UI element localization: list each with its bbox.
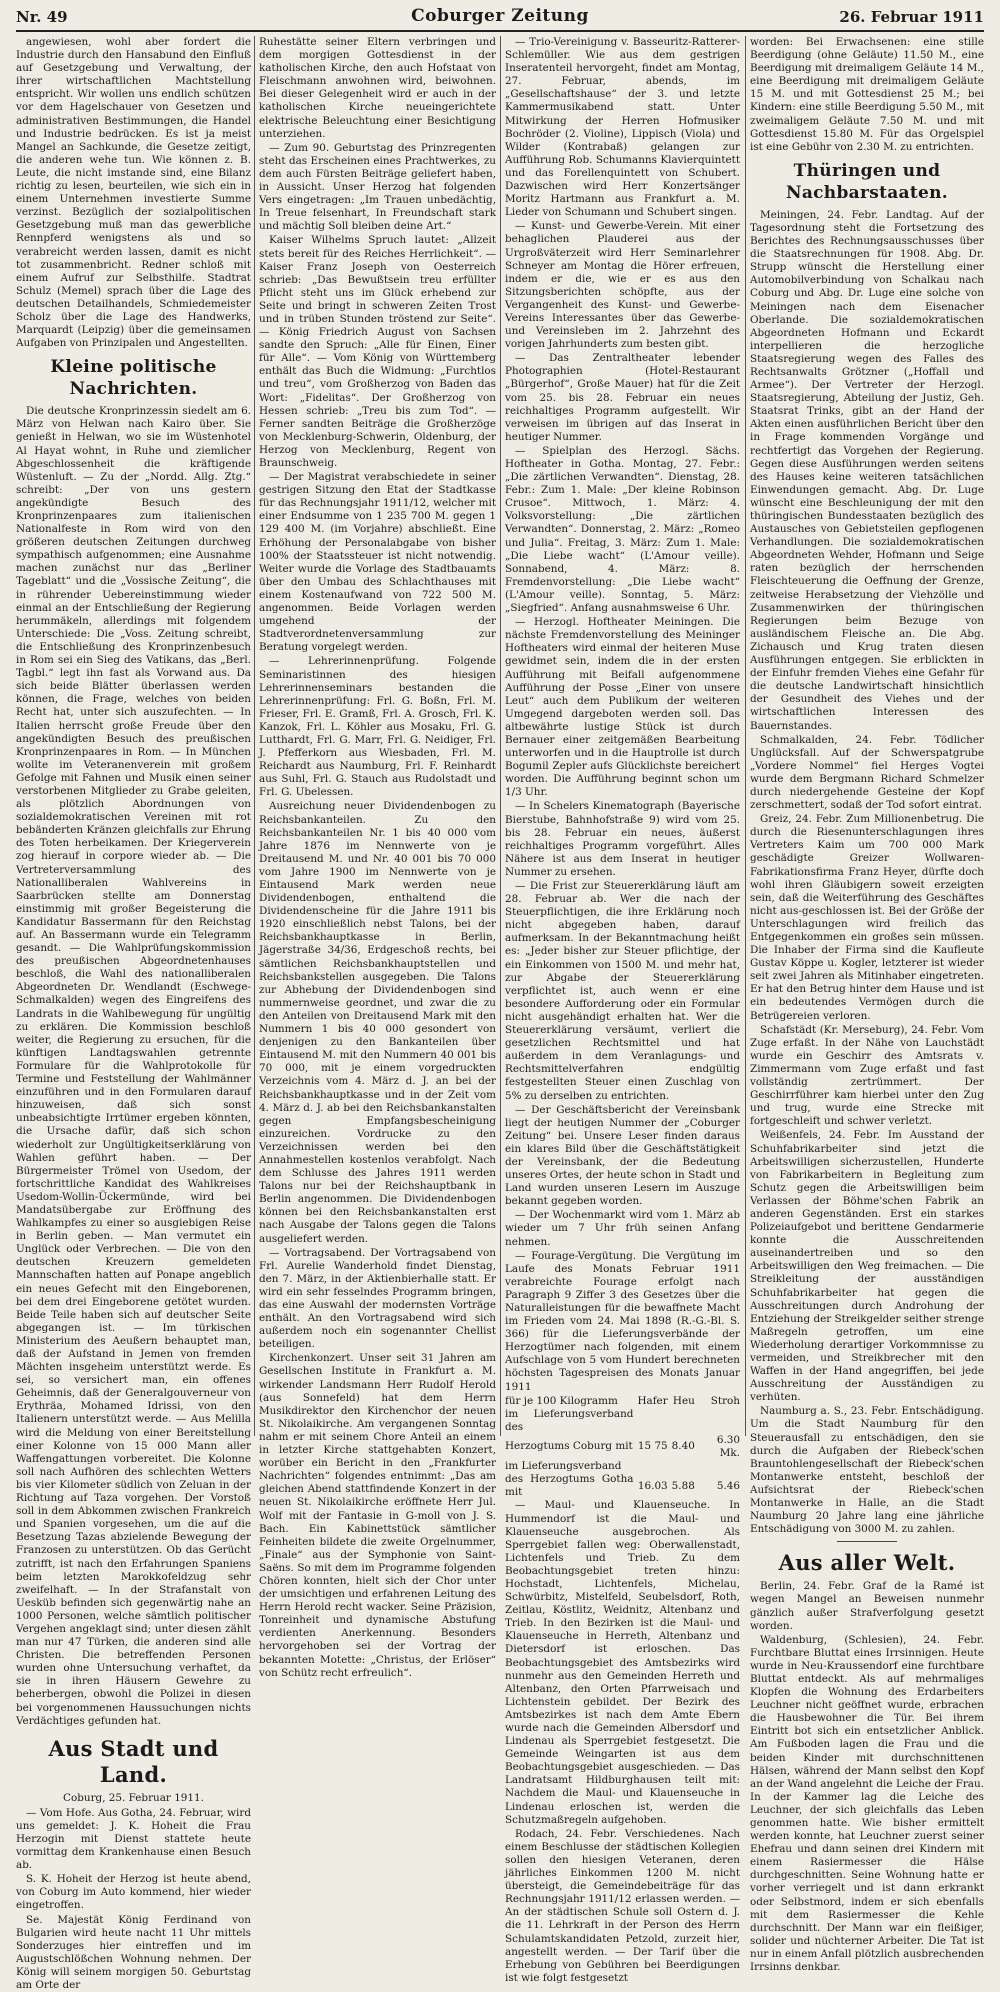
column-4 bbox=[750, 36, 984, 1974]
table-cell bbox=[695, 1460, 740, 1473]
newspaper-title: Coburger Zeitung bbox=[411, 6, 589, 26]
table-cell: 8.40 bbox=[671, 1440, 695, 1453]
table-cell: 5.46 bbox=[716, 1479, 740, 1492]
table-cell: 16.03 bbox=[637, 1479, 668, 1492]
column-divider bbox=[254, 36, 255, 1436]
article-paragraph: — Fourage-Vergütung. Die Vergütung im Laufe des Monats Februar 1911 verabreichte Fourage erfolgt nach Paragraph 9 Ziffer 3 des Gesetzes über die Naturalleistungen für die bewaffnete Macht im Frieden vom 24. Mai 1898 (R.-G.-Bl. S. 366) für die Lieferungsverbände der Herzogtümer nach folgenden, mit einem Aufschlage von 5 vom Hundert berechneten höchsten Tagespreisen des Monats Januar 1911 bbox=[505, 1249, 740, 1393]
column-divider bbox=[745, 36, 746, 1436]
article-paragraph: Rodach, 24. Febr. Verschiedenes. Nach einem Beschlusse der städtischen Kollegien sollen den hiesigen Veteranen, deren jährliches Einkommen 1200 M. nicht übersteigt, die Gemeindebeiträge für das Rechnungsjahr 1911/12 erlassen werden. — An der städtischen Schule soll Ostern d. J. die 11. Lehrkraft in der Person des Herrn Schulamtskandidaten Petzold, zurzeit hier, angestellt werden. — Der Tarif über die Erhebung von Gebühren bei Beerdigungen ist wie folgt festgesetzt bbox=[505, 1827, 740, 1984]
article-paragraph: — Vom Hofe. Aus Gotha, 24. Februar, wird uns gemeldet: J. K. Hoheit die Frau Herzogin mit Dienst stattete heute vormittag dem Krankenhause einen Besuch ab. bbox=[16, 1806, 251, 1872]
article-paragraph: Ausreichung neuer Dividendenbogen zu Reichsbankanteilen. Zu den Reichsbankanteilen Nr. 1 bis 40 000 vom Jahre 1876 im Nennwerte von je Dreitausend M. und Nr. 40 001 bis 70 000 vom Jahre 1900 im Nennwerte von je Eintausend Mark werden neue Dividendenbogen, enthaltend die Dividendenscheine für die Jahre 1911 bis 1920 einschließlich nebst Talons, bei der Reichsbankhauptkasse in Berlin, Jägerstraße 34/36, Erdgeschoß rechts, bei sämtlichen Reichsbankhauptstellen und Reichsbankstellen ausgegeben. Die Talons zur Abhebung der Dividendenbogen sind nummernweise geordnet, und zwar die zu den Anteilen von Dreitausend Mark mit den Nummern 1 bis 40 000 gesondert von denjenigen zu den Bankanteilen über Eintausend M. mit den Nummern 40 001 bis 70 000, mit je einem vorgedruckten Verzeichnis vom 4. März d. J. an bei der Reichsbankhauptkasse und in der Zeit vom 4. März d. J. ab bei den Reichsbankanstalten gegen Empfangsbescheinigung einzureichen. Vordrucke zu den Verzeichnissen werden bei den Annahmestellen kostenlos verabfolgt. Nach dem Schlusse des Jahres 1911 werden Talons nur bei der Reichshauptbank in Berlin angenommen. Die Dividendenbogen können bei den Reichsbankanstalten erst nach Ausgabe der Talons gegen die Talons ausgeliefert werden. bbox=[259, 800, 496, 1245]
article-paragraph: — Der Magistrat verabschiedete in seiner gestrigen Sitzung den Etat der Stadtkasse für das Rechnungsjahr 1911/12, welcher mit einer Endsumme von 1 235 700 M. gegen 1 129 400 M. (im Vorjahre) abschließt. Eine Erhöhung der Personalabgabe von bisher 100% der Staatssteuer ist nicht notwendig. Weiter wurde die Vorlage des Stadtbauamts über den Umbau des Schlachthauses mit einem Kostenaufwand von 722 500 M. angenommen. Beide Vorlagen werden umgehend der Stadtverordnetenversammlung zur Beratung vorgelegt werden. bbox=[259, 471, 496, 654]
section-heading: Thüringen und Nachbarstaaten. bbox=[785, 160, 949, 203]
issue-date: 26. Februar 1911 bbox=[839, 8, 984, 26]
article-paragraph: — Kunst- und Gewerbe-Verein. Mit einer behaglichen Plauderei aus der Urgroßväterzeit wird Herr Seminarlehrer Schneyer am Montag die Hörer erfreuen, indem er die, wie er es aus den Sitzungsberichten schöpfte, aus der Vergangenheit des Kunst- und Gewerbe-Vereins Interessantes über das Gewerbe- und Vereinsleben im 2. Jahrzehnt des vorigen Jahrhunderts zum besten gibt. bbox=[505, 220, 740, 351]
table-cell: 6.30 Mk. bbox=[716, 1433, 740, 1460]
article-paragraph: — Maul- und Klauenseuche. In Hummendorf ist die Maul- und Klauenseuche ausgebrochen. Als Sperrgebiet fallen weg: Oberwallenstadt, Lichtenfels und Trieb. Zu dem Beobachtungsgebiet treten hinzu: Hochstadt, Lichtenfels, Michelau, Schwürbitz, Mistelfeld, Seubelsdorf, Roth, Zeitlau, Köstlitz, Weidnitz, Altenbanz und Trieb. In den Bezirken ist die Maul- und Klauenseuche in Herreth, Altenbanz und Dietersdorf ist erloschen. Das Beobachtungsgebiet des Amtsbezirks wird nunmehr aus den Gemeinden Herreth und Altenbanz, den Orten Pfarrweisach und Lichtenstein gebildet. Der Bezirk des Amtsbezirkes ist nach dem Amte Ebern wurde nach die Gemeinden Albersdorf und Lindenau als Sperrgebiet festgesetzt. Die Gemeinde Weingarten ist aus dem Beobachtungsgebiet ausgeschieden. — Das Landratsamt Hildburghausen teilt mit: Nachdem die Maul- und Klauenseuche in Lindenau erloschen ist, werden die Schutzmaßregeln aufgehoben. bbox=[505, 1499, 740, 1826]
article-paragraph: Greiz, 24. Febr. Zum Millionenbetrug. Die durch die Riesenunterschlagungen ihres Vertreters Kaim um 700 000 Mark geschädigte Greizer Wollwaren-Fabrikationsfirma Franz Heyer, dürfte doch wohl ihren Gläubigern soweit erzeigten sein, daß die Weiterführung des Geschäftes nicht aus-geschlossen ist. Bei der Größe der Unterschlagungen wird freilich das Entgegenkommen ein großes sein müssen. Die Inhaber der Firma sind die Kaufleute Gustav Köppe u. Kogler, letzterer ist wieder seit zwei Jahren als Mitinhaber eingetreten. Er hat den Betrug hinter dem Hause und ist ein bedeutendes Vermögen durch die Betrügereien verloren. bbox=[750, 813, 984, 1022]
dateline: Coburg, 25. Februar 1911. bbox=[63, 1791, 204, 1804]
article-paragraph: Schafstädt (Kr. Merseburg), 24. Febr. Vom Zuge erfaßt. In der Nähe von Lauchstädt wurde ein Geschirr des Amtsrats v. Zimmermann vom Zuge erfaßt und fast vollständig zertrümmert. Der Geschirrführer kam hierbei unter den Zug und trug, wurde eine Strecke mit fortgeschleift und schwer verletzt. bbox=[750, 1023, 984, 1128]
article-paragraph: — Lehrerinnenprüfung. Folgende Seminaristinnen des hiesigen Lehrerinnenseminars bestanden die Lehrerinnenprüfung: Frl. G. Boßn, Frl. M. Frieser, Frl. E. Gramß, Frl. A. Grosch, Frl. K. Kanzok, Frl. L. Köhler aus Mosaku, Frl. G. Lutthardt, Frl. G. Marr, Frl. G. Neidiger, Frl. J. Pfefferkorn aus Wiesbaden, Frl. M. Reichardt aus Naumburg, Frl. F. Reinhardt aus Suhl, Frl. G. Stauch aus Rudolstadt und Frl. G. Ubelessen. bbox=[259, 655, 496, 799]
article-paragraph: — Spielplan des Herzogl. Sächs. Hoftheater in Gotha. Montag, 27. Febr.: „Die zärtlichen Verwandten“. Dienstag, 28. Febr.: Zum 1. Male: „Der kleine Robinson Crusoe“. Mittwoch, 1. März: 4. Volksvorstellung: „Die zärtlichen Verwandten“. Donnerstag, 2. März: „Romeo und Julia“. Freitag, 3. März: Zum 1. Male: „Die Liebe wacht“ (L'Amour veille). Sonnabend, 4. März: 8. Fremdenvorstellung: „Die Liebe wacht“ (L'Amour veille). Sonntag, 5. März: „Siegfried“. Anfang ausnahmsweise 6 Uhr. bbox=[505, 444, 740, 615]
article-paragraph: Die deutsche Kronprinzessin siedelt am 6. März von Helwan nach Kairo über. Sie genießt in Helwan, wo sie im Wüstenhotel Al Hayat wohnt, in Ruhe und ziemlicher Abgeschlossenheit die kräftigende Wüstenluft. — Zu der „Nordd. Allg. Ztg.“ schreibt: „Der von uns gestern angekündigte Besuch des Kronprinzenpaares zum italienischen Nationalfeste in Rom wird von den größeren deutschen Zeitungen durchweg sympathisch aufgenommen; eine Ausnahme machen zunächst nur das „Berliner Tageblatt“ und die „Vossische Zeitung“, die in rührender Uebereinstimmung wieder einmal an der Entschließung der Regierung herummäkeln, allerdings mit folgendem Unterschiede: Die „Voss. Zeitung schreibt, die Entschließung des Kronprinzenbesuch in Rom sei ein Sieg des Vatikans, das „Berl. Tagbl.“ legt ihn fast als Vorwand aus. Da sich beide Blätter überlassen werden können, die Frage, welches von beiden Recht hat, unter sich auszufechten. — In Italien herrscht große Freude über den angekündigten Besuch des preußischen Kronprinzenpaares in Rom. — In München wollte im Veteranenverein mit großem Gefolge mit Fahnen und Musik einen seiner verstorbenen Mitglieder zu Grabe geleiten, als plötzlich Abordnungen von sozialdemokratischen Vereinen mit rot bebänderten Kränzen gleichfalls zur Ehrung des Toten herbeikamen. Der Kriegerverein zog hierauf in corpore wieder ab. — Die Vertreterversammlung des Nationalliberalen Wahlvereins in Saarbrücken stellte am Donnerstag einstimmig mit großer Begeisterung die Kandidatur Bassermann für den Reichstag auf. An Bassermann wurde ein Telegramm gesandt. — Die Wahlprüfungskommission des preußischen Abgeordnetenhauses beschloß, die Wahl des nationalliberalen Abgeordneten Dr. Wendlandt (Eschwege-Schmalkalden) wegen des Eingreifens des Landrats in die Wahlbewegung für ungültig zu erklären. Die Kommission beschloß weiter, die Regierung zu ersuchen, für die künftigen Landtagswahlen getrennte Formulare für die Wahlprotokolle für Termine und Feststellung der Wahlmänner einzuführen und in den Formularen darauf hinzuweisen, daß sich sonst unbeabsichtigte Irrtümer ergeben könnten, die Ursache dafür, daß sich schon wiederholt zur Ungültigkeitserklärung von Wahlen geführt haben. — Der Bürgermeister Trömel von Usedom, der fortschrittliche Kandidat des Wahlkreises Usedom-Wollin-Ückermünde, wird bei Mandatsübergabe zur Eröffnung des Wahlkampfes zu einer so ausgiebigen Reise in Berlin geben. — Man vermutet ein Unglück oder Verbrechen. — Die von den deutschen Kreuzern gemeldeten Mannschaften hatten auf Ponape angeblich ein neues Gefecht mit den Eingeborenen, bei dem drei Eingeborene getötet wurden. Beide Teile haben sich auf deutscher Seite abgegangen ist. — Im türkischen Ministerium des Aeußern behauptet man, daß der Aufstand in Jemen von fremden Mächten insgeheim unterstützt werde. Es sei, so versichert man, ein offenes Geheimnis, daß der Generalgouverneur von Erythräa, Mohamed Idrissi, von den Italienern unterstützt werde. — Aus Melilla wird die Meldung von einer Bereitstellung einer Kolonne von 15 000 Mann aller Waffengattungen vorbereitet. Die Kolonne soll nach Aufhören des schlechten Wetters bis vier Kilometer südlich von Zeluan in der Richtung auf Taza vorgehen. Der Vorstoß soll in dem Abkommen zwischen Frankreich und Spanien vorgesehen, um die auf die Besetzung Tazas abzielende Bewegung der Franzosen zu unterstützen. Ob das Gerücht zutrifft, ist nach den Erfahrungen Spaniens beim letzten Marokkofeldzug sehr zweifelhaft. — In der Strafanstalt von Uesküb befinden sich gegenwärtig nahe an 1000 Personen, welche sämtlich politischer Vergehen angeklagt sind; unter diesen zählt man nur 47 Türken, die anderen sind alle Christen. Die betreffenden Personen wurden ohne Untersuchung verhaftet, da sie in ihren Häusern Gewehre zu beherbergen, obwohl die Polizei in diesen bei vorgenommenen Haussuchungen nichts Verdächtiges gefunden hat. bbox=[16, 405, 251, 1727]
column-divider bbox=[500, 36, 501, 1436]
table-cell bbox=[668, 1460, 695, 1473]
article-paragraph: Kirchenkonzert. Unser seit 31 Jahren am Gesellschen Institute in Frankfurt a. M. wirkender Landsmann Herr Rudolf Herold (aus Sonnefeld) hat dem Herrn Musikdirektor den Kirchenchor der neuen St. Nikolaikirche. Am vergangenen Sonntag nahm er mit seinem Chore Anteil an einem in letzter Kirche stattgehabten Konzert, worüber ein Bericht in den „Frankfurter Nachrichten“ folgendes entnimmt: „Das am gleichen Abend stattfindende Konzert in der neuen St. Nikolaikirche eröffnete Herr Jul. Wolf mit der Fantasie in G-moll von J. S. Bach. Ein Kabinettstück sämtlicher Feinheiten bildete die zweite Orgelnummer, „Finale“ aus der Symphonie von Saint-Saëns. So mit dem im Programme folgenden Chören konnten, hielt sich der Chor unter der umsichtigen und erfahrenen Leitung des Herrn Herold recht wacker. Seine Präzision, Tonreinheit und dynamische Abstufung verdienten Anerkennung. Besonders hervorgehoben sei der Vortrag der bekannten Motette: „Christus, der Erlöser“ von Schütz recht erfreulich“. bbox=[259, 1352, 496, 1679]
table-header-cell: für je 100 Kilogramm bbox=[505, 1394, 618, 1407]
article-paragraph: — Herzogl. Hoftheater Meiningen. Die nächste Fremdenvorstellung des Meininger Hoftheaters wird einmal der heiteren Muse gewidmet sein, indem die in der ersten Aufführung mit Beifall aufgenommene Aufführung der Posse „Einer von unsere Leut“ auch dem Publikum der weiteren Umgegend dargeboten werden soll. Das altbewährte lustige Stück ist durch Bernauer einer zeitgemäßen Bearbeitung unterworfen und in die Hauptrolle ist durch Bogumil Zepler aufs Glücklichste bereichert worden. Die Aufführung beginnt schon um 1/3 Uhr. bbox=[505, 616, 740, 799]
article-paragraph: Se. Majestät König Ferdinand von Bulgarien wird heute nacht 11 Uhr mittels Sonderzuges hier eintreffen und im Augustschlößchen Wohnung nehmen. Der König will seinem morgigen 50. Geburtstag am Orte der bbox=[16, 1913, 251, 1992]
article-paragraph: — Der Wochenmarkt wird vom 1. März ab wieder um 7 Uhr früh seinen Anfang nehmen. bbox=[505, 1209, 740, 1248]
table-header-row bbox=[505, 1395, 740, 1408]
table-row bbox=[505, 1460, 740, 1473]
section-heading: Kleine politische Nachrichten. bbox=[50, 357, 217, 400]
column-2 bbox=[259, 36, 496, 1679]
table-cell: Herzogtums Coburg mit bbox=[505, 1440, 633, 1453]
article-paragraph: — In Schelers Kinematograph (Bayerische Bierstube, Bahnhofstraße 9) wird vom 25. bis 28. Februar ein neues, äußerst reichhaltiges Programm vorgeführt. Alles Nähere ist aus dem Inserat in heutiger Nummer zu ersehen. bbox=[505, 800, 740, 878]
article-paragraph: Schmalkalden, 24. Febr. Tödlicher Unglücksfall. Auf der Schwerspatgrube „Vordere Nommel“ fiel Herges Vogtei wurde dem Bergmann Richard Schmelzer durch niedergehende Gesteine der Kopf zerschmettert, sodaß der Tod sofort eintrat. bbox=[750, 733, 984, 812]
table-header-cell: Heu bbox=[672, 1394, 695, 1407]
table-row bbox=[505, 1408, 740, 1434]
table-header-cell: Stroh bbox=[710, 1394, 740, 1407]
column-1 bbox=[16, 36, 251, 1992]
table-cell bbox=[633, 1460, 667, 1473]
article-paragraph: worden: Bei Erwachsenen: eine stille Beerdigung (ohne Geläute) 11.50 M., eine Beerdigung mit dreimaligem Geläute 14 M., eine Beerdigung mit dreimaligem Geläute 15 M. und mit Gottesdienst 25 M.; bei Kindern: eine stille Beerdigung 5.50 M., mit zweimaligem Geläute 7.50 M. und mit Gottesdienst 15.80 M. Für das Orgelspiel ist eine Gebühr von 2.30 M. zu entrichten. bbox=[750, 36, 984, 153]
article-paragraph: Kaiser Wilhelms Spruch lautet: „Allzeit stets bereit für des Reiches Herrlichkeit“. — Kaiser Franz Joseph von Oesterreich schrieb: „Das Bewußtsein treu erfüllter Pflicht steht uns im Glück erhebend zur Seite und bringt in schweren Zeiten Trost und in trüben Stunden tröstend zur Seite“. — König Friedrich August von Sachsen sandte den Spruch: „Alle für Einen, Einer für Alle“. — Vom König von Württemberg enthält das Buch die Widmung: „Furchtlos und treu“, vom Großherzog von Baden das Wort: „Fidelitas“. Der Großherzog von Hessen schrieb: „Treu bis zum Tod“. — Ferner sandten Beiträge die Großherzöge von Mecklenburg-Schwerin, Oldenburg, der Herzog von Mecklenburg, Regent von Braunschweig. bbox=[259, 234, 496, 469]
table-cell: 5.88 bbox=[671, 1479, 695, 1492]
table-header-cell: Hafer bbox=[637, 1394, 668, 1407]
table-cell: im Lieferungsverband des bbox=[505, 1407, 634, 1433]
section-heading: Aus Stadt und Land. bbox=[48, 1735, 219, 1787]
table-row bbox=[505, 1473, 740, 1499]
table-cell: des Herzogtums Gotha mit bbox=[505, 1473, 634, 1499]
article-paragraph: — Die Frist zur Steuererklärung läuft am 28. Februar ab. Wer die nach der Steuerpflichtigen, die ihre Erklärung noch nicht abgegeben haben, darauf aufmerksam. In der Bekanntmachung heißt es: „Jeder bisher zur Steuer pflichtige, der ein Einkommen von 1500 M. und mehr hat, zur Abgabe der Steuererklärung verpflichtet ist, auch wenn er eine besondere Aufforderung oder ein Formular nicht ausgehändigt erhalten hat. Wer die Steuererklärung versäumt, verliert die gesetzlichen Rechtsmittel und hat außerdem in dem Veranlagungs- und Rechtsmittelverfahren endgültig festgestellten Steuer einen Zuschlag von 5% zu derselben zu entrichten. bbox=[505, 880, 740, 1102]
article-paragraph: Ruhestätte seiner Eltern verbringen und dem morgigen Gottesdienst in der katholischen Kirche, den auch Hofstaat von Fleischmann anwohnen wird, beiwohnen. Bei dieser Gelegenheit wird er auch in der katholischen Kirche neueingerichtete elektrische Beleuchtung einer Besichtigung unterziehen. bbox=[259, 36, 496, 140]
table-cell bbox=[633, 1408, 667, 1434]
article-paragraph: — Trio-Vereinigung v. Basseuritz-Ratterer-Schlemüller. Wie aus dem gestrigen Inseratenteil hervorgeht, findet am Montag, 27. Februar, abends, im „Gesellschaftshause“ der 3. und letzte Kammermusikabend statt. Unter Mitwirkung der Herren Hofmusiker Bochröder (2. Violine), Lippisch (Viola) und Wilder (Kontrabaß) gelangen zur Aufführung Rob. Schumanns Klavierquintett und das Forellenquintett von Schubert. Dazwischen wird Herr Konzertsänger Moritz Hartmann aus Frankfurt a. M. Lieder von Schumann und Schubert singen. bbox=[505, 36, 740, 219]
article-paragraph: — Zum 90. Geburtstag des Prinzregenten steht das Erscheinen eines Prachtwerkes, zu dem auch Fürsten Beiträge geliefert haben, in Aussicht. Unser Herzog hat folgenden Vers eingetragen: „Im Trauen unbedächtig, In Treue felsenhart, In Freundschaft stark und mächtig Soll bleiben deine Art.“ bbox=[259, 141, 496, 233]
article-paragraph: Weißenfels, 24. Febr. Im Ausstand der Schuhfabrikarbeiter sind jetzt die Arbeitswilligen sicherzustellen, Hunderte von Fabrikarbeitern in Begleitung zum Schutz gegen die Arbeitswilligen beim Verlassen der Böhme'schen Fabrik an anderen Gegenständen. Erst ein starkes Polizeiaufgebot und berittene Gendarmerie konnte die Ausschreitenden auseinandertreiben und so den Arbeitswilligen den Weg freimachen. — Die Streikleitung der ausständigen Schuhfabrikarbeiter hat gegen die Ausschreitungen durch Androhung der Entziehung der Streikgelder seither strenge Maßregeln getroffen, um eine Wiederholung derartiger Vorkommnisse zu vermeiden, und Streikbrecher mit den Waffen in der Hand angegriffen, bei jede Ausschreitung der Ausständigen zu verhüten. bbox=[750, 1129, 984, 1404]
table-row bbox=[505, 1434, 740, 1460]
table-cell: 15 75 bbox=[637, 1440, 668, 1453]
issue-number: Nr. 49 bbox=[16, 8, 68, 26]
article-paragraph: Waldenburg, (Schlesien), 24. Febr. Furchtbare Bluttat eines Irrsinnigen. Heute wurde in Neu-Kraussendorf eine furchtbare Bluttat entdeckt. Als auf mehrmaliges Klopfen die Wohnung des Erdarbeiters Leuchner nicht geöffnet wurde, erbrachen die Hausbewohner die Tür. Bei ihrem Eintritt bot sich ein entsetzlicher Anblick. Am Fußboden lagen die Frau und die beiden Kinder mit durchschnittenen Hälsen, während der Mann selbst den Kopf an der Wand angelehnt die Leiche der Frau. In der Kammer lag die Leiche des Leuchner, der sich gleichfalls das Leben genommen hatte. Wie bisher ermittelt werden konnte, hat Leuchner zuerst seiner Ehefrau und dann seinen drei Kindern mit einem Rasiermesser die Hälse durchgeschnitten. Seine Wohnung hatte er vorher verriegelt und ist dann erkrankt oder Selbstmord, indem er sich ebenfalls mit dem Rasiermesser die Kehle durchschnitt. Der Mann war ein fleißiger, solider und nüchterner Arbeiter. Die Tat ist nur in einem Anfall plötzlich ausbrechenden Irrsinns denkbar. bbox=[750, 1633, 984, 1974]
article-paragraph: angewiesen, wohl aber fordert die Industrie durch den Hansabund den Einfluß auf Gesetzgebung und Verwaltung, der ihrer wirtschaftlichen Machtstellung entspricht. Wir wollen uns endlich schützen vor dem Hagelschauer von Gesetzen und administrativen Bestimmungen, die Handel und Industrie bedrücken. Es ist ja meist Mangel an Sachkunde, die Gesetze zeitigt, die anderen wehe tun. Wie können z. B. Leute, die nicht imstande sind, eine Bilanz richtig zu lesen, beurteilen, wie sich ein in einem Unternehmen investierte Summe verzinst. Bezüglich der sozialpolitischen Gesetzgebung muß man das gewerbliche Rennpferd wenigstens als und so verabreicht werden lassen, damit es nicht tot zusammenbricht. Redner schloß mit einem Aufruf zur Selbsthilfe. Stadtrat Schulz (Memel) sprach über die Lage des deutschen Detailhandels, Schmiedemeister Scholz über die Lage des Handwerks, Marquardt (Leipzig) über die gemeinsamen Aufgaben von Prinzipalen und Angestellten. bbox=[16, 36, 251, 350]
table-cell: im Lieferungsverband bbox=[505, 1460, 622, 1473]
article-paragraph: S. K. Hoheit der Herzog ist heute abend, von Coburg im Auto kommend, hier wieder eingetroffen. bbox=[16, 1873, 251, 1912]
masthead bbox=[16, 4, 984, 32]
article-paragraph: — Vortragsabend. Der Vortragsabend von Frl. Aurelie Wanderhold findet Dienstag, den 7. März, in der Aktienbierhalle statt. Er wird ein sehr fesselndes Programm bringen, das eine Auswahl der modernsten Vorträge enthält. An den Vortragsabend wird sich außerdem noch ein sogenannter Chellist beteiligen. bbox=[259, 1246, 496, 1351]
article-paragraph: — Der Geschäftsbericht der Vereinsbank liegt der heutigen Nummer der „Coburger Zeitung“ bei. Unsere Leser finden daraus ein klares Bild über die Geschäftstätigkeit der Vereinsbank, der die Bedeutung unseres Ortes, der heute schon in Stadt und Land wurden unseren Lesern im Auszuge bekannt gegeben worden. bbox=[505, 1103, 740, 1208]
article-paragraph: Meiningen, 24. Febr. Landtag. Auf der Tagesordnung steht die Fortsetzung des Berichtes des Rechnungsausschusses über die Staatsrechnungen für 1908. Abg. Dr. Strupp wünscht die Herstellung einer Automobilverbindung von Schalkau nach Coburg und Abg. Dr. Luge eine solche von Meiningen nach dem Eisenacher Oberlande. Die sozialdemokratischen Abgeordneten Hofmann und Eckardt interpellieren die herzogliche Staatsregierung wegen des Falles des Rechtsanwalts Grötzner („Hoffall und Armee“). Der Vertreter der Herzogl. Staatsregierung, Abteilung der Justiz, Geh. Staatsrat Trinks, gibt an der Hand der Akten einen ausführlichen Bericht über den in Frage kommenden Vorgänge und rechtfertigt das Vorgehen der Regierung. Gegen diese Ausführungen werden seitens des Hauses keine weiteren tatsächlichen Einwendungen gemacht. Abg. Dr. Luge wünscht eine Beschleunigung der mit den thüringischen Bundesstaaten bezüglich des Austausches von Gebietsteilen gepflogenen Verhandlungen. Die sozialdemokratischen Abgeordneten Wehder, Hofmann und Seige raten bezüglich der herrschenden Fleischteuerung die Oeffnung der Grenze, zeitweise Herabsetzung der Viehzölle und Zusammenwirken der thüringischen Regierungen beim Bezuge von ausländischem Fleische an. Die Abg. Zichausch und Krug traten diesen Ausführungen entgegen. Sie erblickten in der Einfuhr fremden Viehes eine Gefahr für die deutsche Landwirtschaft hinsichtlich der Gesundheit des Viehes und der wirtschaftlichen Interessen des Bauernstandes. bbox=[750, 208, 984, 732]
fourage-price-table bbox=[505, 1395, 740, 1500]
section-divider bbox=[837, 1541, 897, 1542]
table-cell bbox=[695, 1408, 740, 1434]
table-cell bbox=[668, 1408, 695, 1434]
section-heading: Aus aller Welt. bbox=[778, 1550, 956, 1576]
article-paragraph: Naumburg a. S., 23. Febr. Entschädigung. Um die Stadt Naumburg für den Steuerausfall zu entschädigen, den sie durch die Aufgaben der Riebeck'schen Brauntohlengesellschaft der Riebeck'schen Montanwerke entsteht, beschloß der Aufsichtsrat der Riebeck'schen Montanwerke in Halle, an die Stadt Naumburg 20 Jahre lang eine jährliche Entschädigung von 3000 M. zu zahlen. bbox=[750, 1405, 984, 1536]
article-paragraph: Berlin, 24. Febr. Graf de la Ramé ist wegen Mangel an Beweisen nunmehr gänzlich außer Strafverfolgung gesetzt worden. bbox=[750, 1580, 984, 1632]
article-paragraph: — Das Zentraltheater lebender Photographien (Hotel-Restaurant „Bürgerhof“, Große Mauer) hat für die Zeit vom 25. bis 28. Februar ein neues reichhaltiges Programm aufgestellt. Wir verweisen im übrigen auf das Inserat in heutiger Nummer. bbox=[505, 352, 740, 443]
column-3 bbox=[505, 36, 740, 1984]
